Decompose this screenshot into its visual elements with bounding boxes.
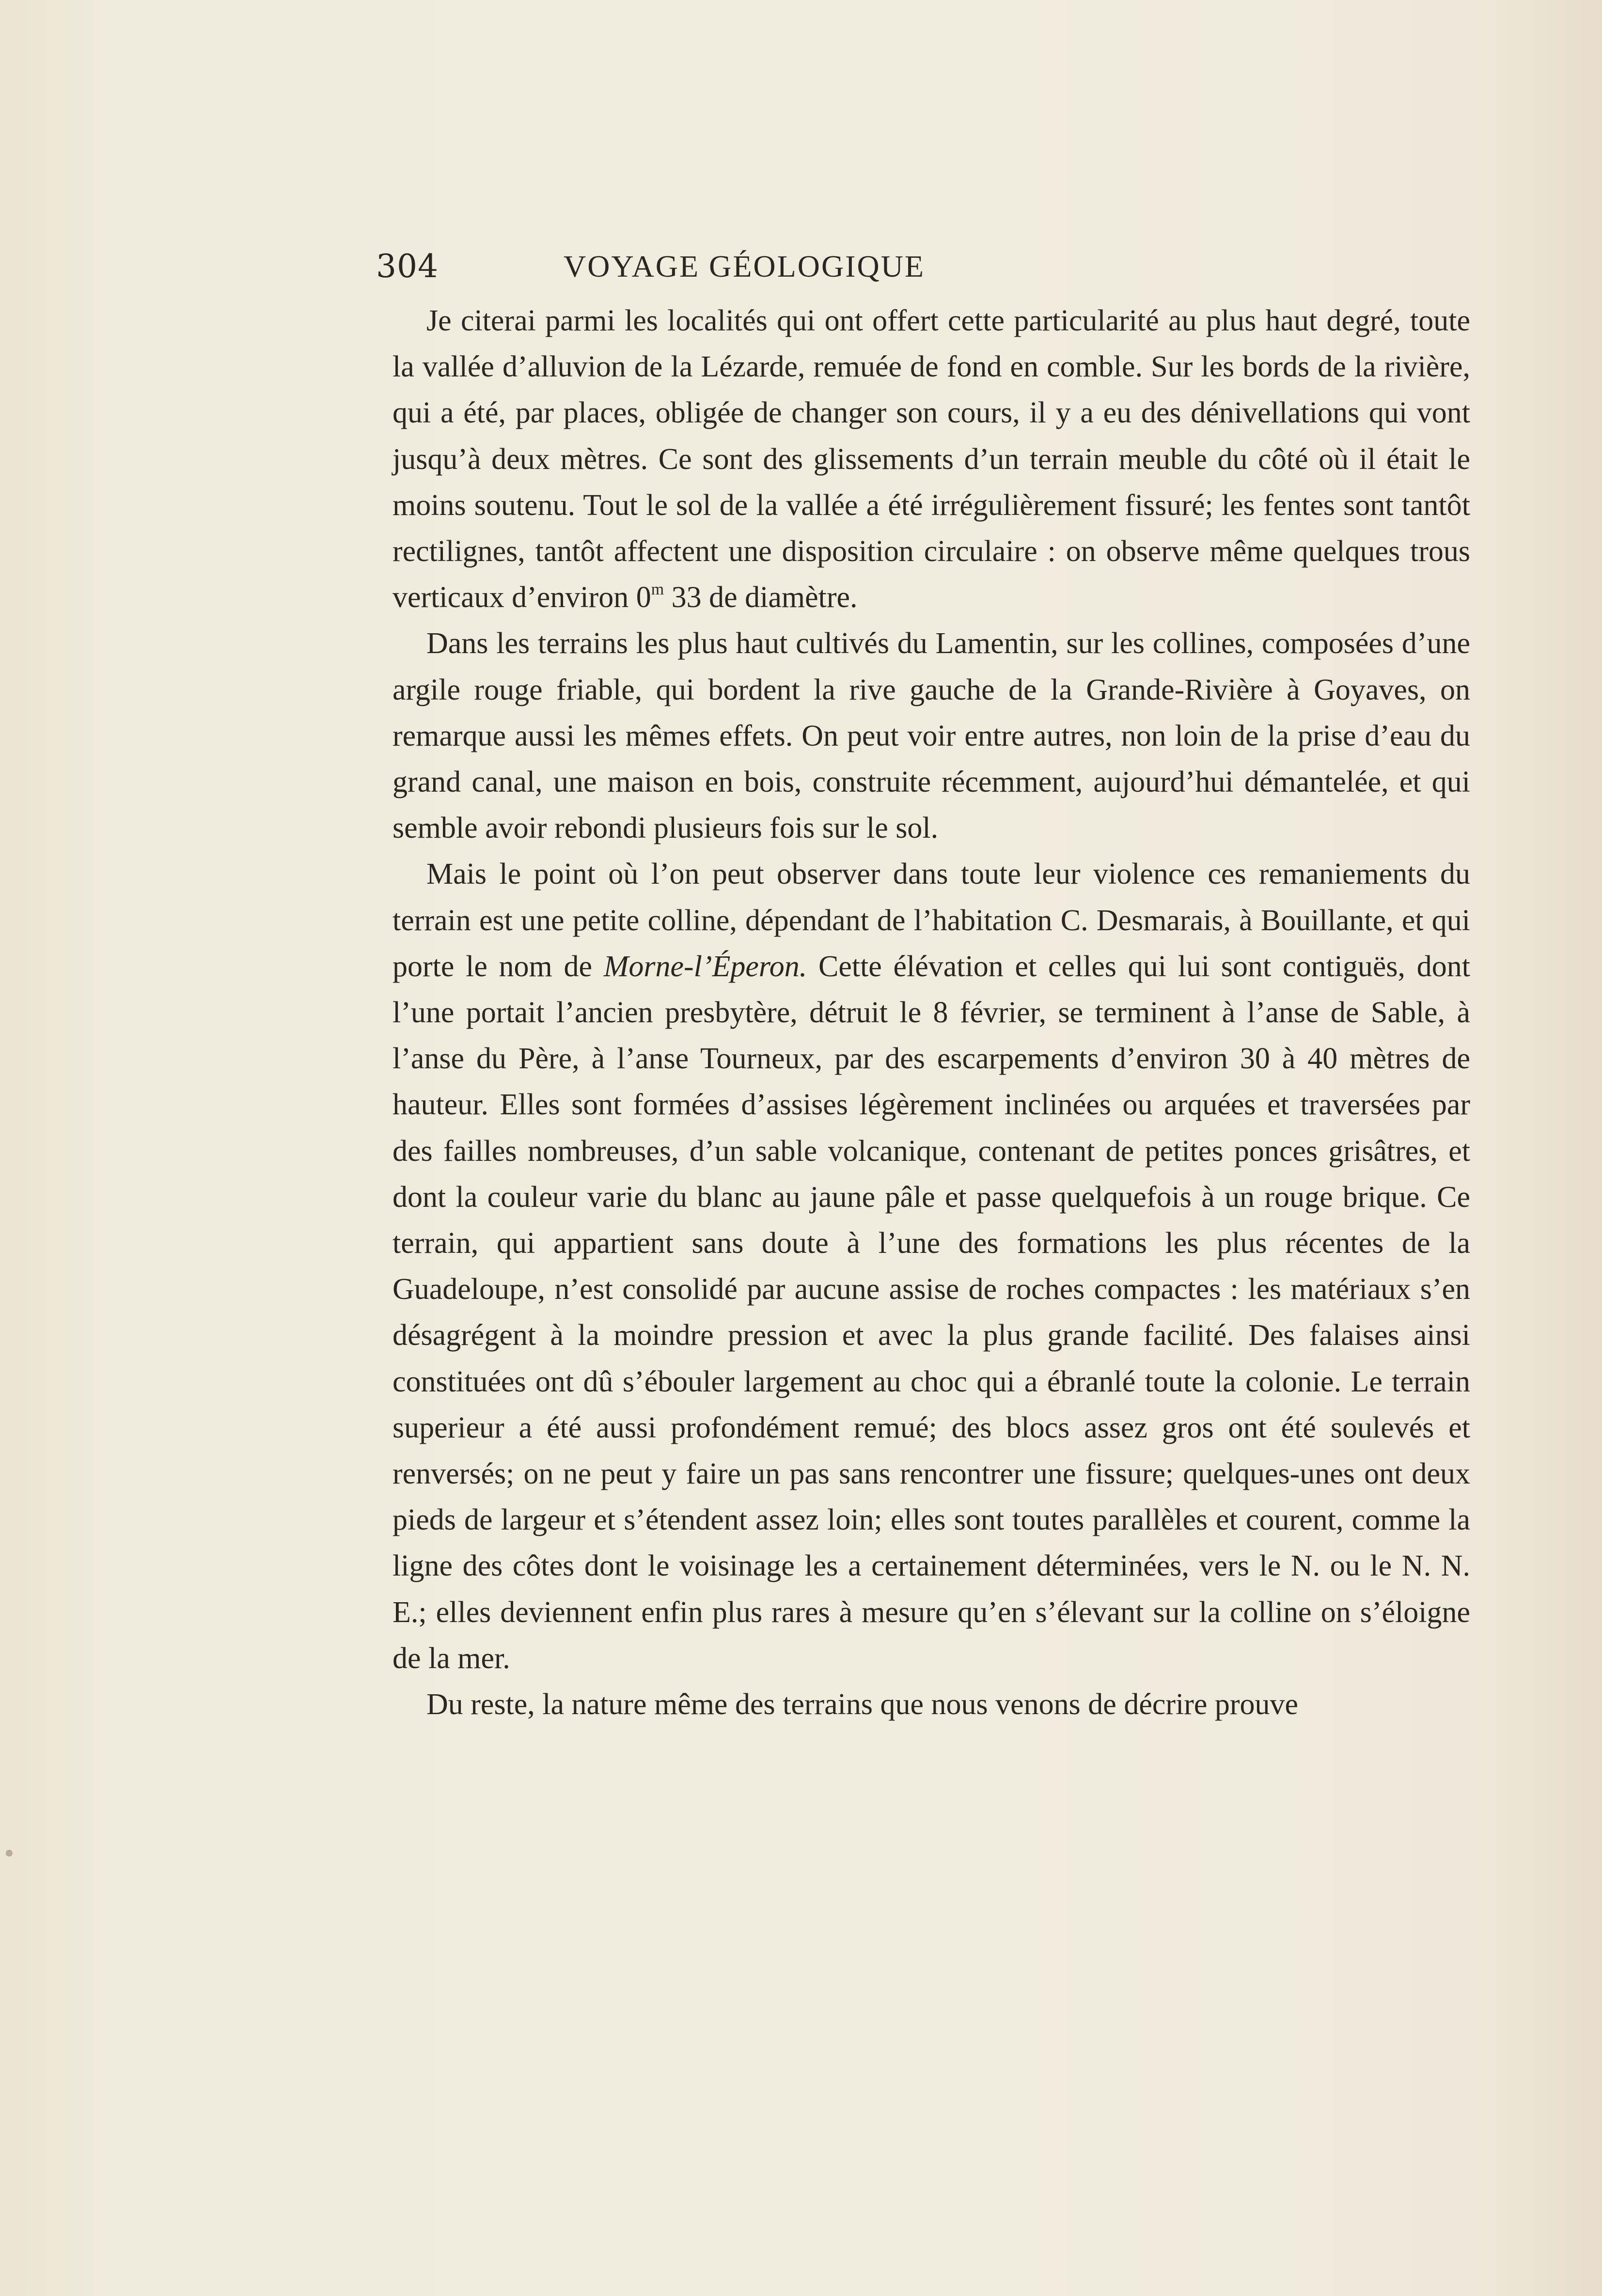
meter-superscript: m (651, 580, 664, 599)
paragraph-3 (393, 851, 1470, 1682)
paragraph-3-text-before: Mais le point où l’on peut observer dans toute leur violence ces remaniements du terrain est une petite colline, dépendant de l’habitation C. Desmarais, à Bouillante, et qui porte le nom de (393, 858, 1470, 983)
place-name-italic: Morne-l’Éperon. (603, 950, 807, 983)
paragraph-4: Du reste, la nature même des terrains que nous venons de décrire prouve (426, 1688, 1299, 1721)
paragraph-1-text: Je citerai parmi les localités qui ont offert cette particularité au plus haut degré, toute la vallée d’alluvion de la Lézarde, remuée de fond en comble. Sur les bords de la rivière, qui a été, par places, obligée de changer son cours, il y a eu des dénivellations qui vont jusqu’à deux mètres. Ce sont des glissements d’un terrain meuble du côté où il était le moins soutenu. Tout le sol de la vallée a été irrégulièrement fissuré; les fentes sont tantôt rectilignes, tantôt affectent une disposition circulaire : on observe même quelques trous verticaux d’environ 0 (393, 304, 1470, 614)
margin-speck (6, 1850, 13, 1857)
page-header (376, 245, 1113, 288)
body-text (393, 298, 1470, 1728)
page-number: 304 (376, 248, 439, 285)
paragraph-2: Dans les terrains les plus haut cultivés du Lamentin, sur les collines, composées d’une argile rouge friable, qui bordent la rive gauche de la Grande-Rivière à Goyaves, on remarque aussi les mêmes effets. On peut voir entre autres, non loin de la prise d’eau du grand canal, une maison en bois, construite récemment, aujourd’hui démantelée, et qui semble avoir rebondi plusieurs fois sur le sol. (393, 627, 1470, 845)
paragraph-3-text-after: Cette élévation et celles qui lui sont contiguës, dont l’une portait l’ancien presbytère, détruit le 8 février, se terminent à l’anse de Sable, à l’anse du Père, à l’anse Tourneux, par des escarpements d’environ 30 à 40 mètres de hauteur. Elles sont formées d’assises légèrement inclinées ou arquées et traversées par des failles nombreuses, d’un sable volcanique, contenant de petites ponces grisâtres, et dont la couleur varie du blanc au jaune pâle et passe quelquefois à un rouge brique. Ce terrain, qui appartient sans doute à l’une des formations les plus récentes de la Guadeloupe, n’est consolidé par aucune assise de roches compactes : les matériaux s’en désagrégent à la moindre pression et avec la plus grande facilité. Des falaises ainsi constituées ont dû s’ébouler largement au choc qui a ébranlé toute la colonie. Le terrain superieur a été aussi profondément remué; des blocs assez gros ont été soulevés et renversés; on ne peut y faire un pas sans rencontrer une fissure; quelques-unes ont deux pieds de largeur et s’étendent assez loin; elles sont toutes parallèles et courent, comme la ligne des côtes dont le voisinage les a certainement déterminées, vers le N. ou le N. N. E.; elles deviennent enfin plus rares à mesure qu’en s’élevant sur la colline on s’éloigne de la mer. (393, 950, 1470, 1675)
paragraph-1-tail: 33 de diamètre. (664, 581, 858, 614)
running-title: VOYAGE GÉOLOGIQUE (564, 249, 925, 283)
paragraph-1 (393, 298, 1470, 621)
